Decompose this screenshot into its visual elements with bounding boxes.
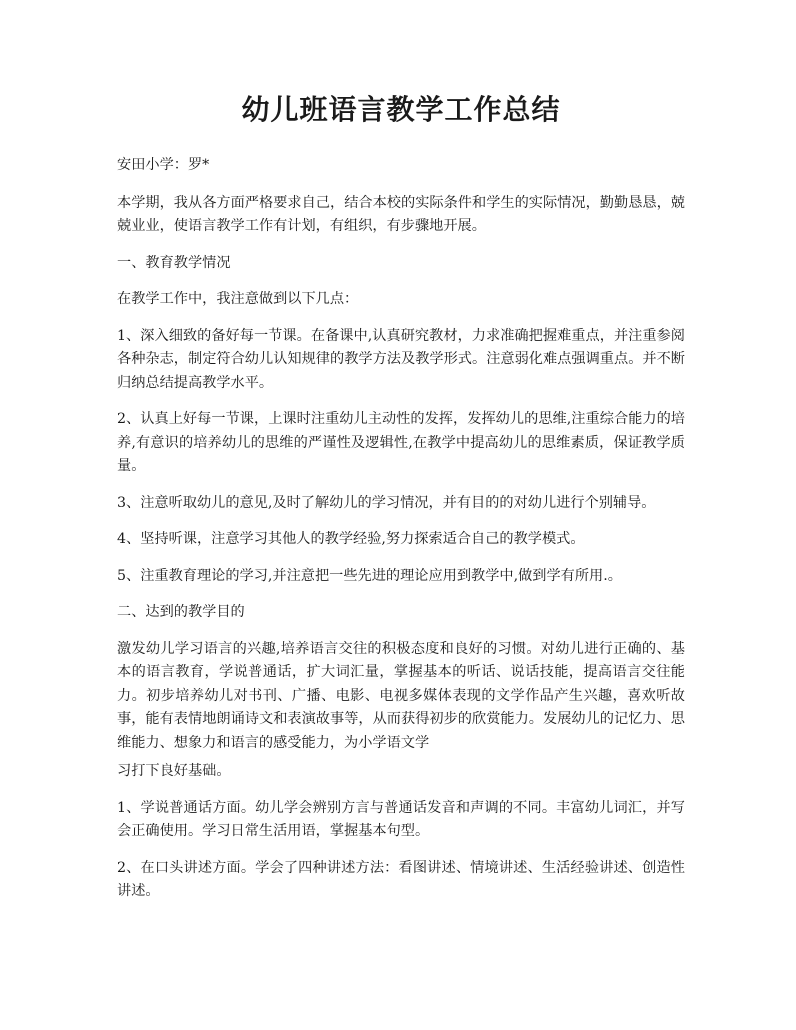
paragraph-point-1: 1、深入细致的备好每一节课。在备课中,认真研究教材，力求准确把握难重点，并注重参阅各种杂志，制定符合幼儿认知规律的教学方法及教学形式。注意弱化难点强调重点。并不断归纳总结提高教学水平。 [117,327,685,391]
paragraph-oral-narration: 2、在口头讲述方面。学会了四种讲述方法：看图讲述、情境讲述、生活经验讲述、创造性讲述。 [117,859,685,899]
document-title: 幼儿班语言教学工作总结 [241,93,561,126]
intro-paragraph: 本学期，我从各方面严格要求自己，结合本校的实际条件和学生的实际情况，勤勤恳恳，兢兢业业，使语言教学工作有计划，有组织，有步骤地开展。 [117,194,685,234]
paragraph-point-4: 4、坚持听课，注意学习其他人的教学经验,努力探索适合自己的教学模式。 [117,531,585,547]
section-heading-teaching-situation: 一、教育教学情况 [117,254,231,271]
paragraph-point-5: 5、注重教育理论的学习,并注意把一些先进的理论应用到教学中,做到学有所用.。 [117,567,622,584]
section-heading-teaching-goals: 二、达到的教学目的 [117,604,245,620]
paragraph-point-3: 3、注意听取幼儿的意见,及时了解幼儿的学习情况，并有目的的对幼儿进行个别辅导。 [117,494,656,511]
paragraph-goals: 激发幼儿学习语言的兴趣,培养语言交往的积极态度和良好的习惯。对幼儿进行正确的、基本的语言教育，学说普通话，扩大词汇量，掌握基本的听话、说话技能，提高语言交往能力。初步培养幼儿对书刊、广播、电影、电视多媒体表现的文学作品产生兴趣，喜欢听故事，能有表情地朗诵诗文和表演故事等，从而获得初步的欣赏能力。发展幼儿的记忆力、思维能力、想象力和语言的感受能力，为小学语文学 [117,640,685,751]
paragraph-goals-continued: 习打下良好基础。 [117,763,231,779]
paragraph-mandarin: 1、学说普通话方面。幼儿学会辨别方言与普通话发音和声调的不同。丰富幼儿词汇，并写会正确使用。学习日常生活用语，掌握基本句型。 [117,799,685,839]
document-body [117,88,685,917]
paragraph-teaching-points-intro: 在教学工作中，我注意做到以下几点： [117,291,359,307]
author-line: 安田小学：罗* [117,157,210,173]
paragraph-point-2: 2、认真上好每一节课，上课时注重幼儿主动性的发挥，发挥幼儿的思维,注重综合能力的培养,有意识的培养幼儿的思维的严谨性及逻辑性,在教学中提高幼儿的思维素质，保证教学质量。 [117,411,685,474]
